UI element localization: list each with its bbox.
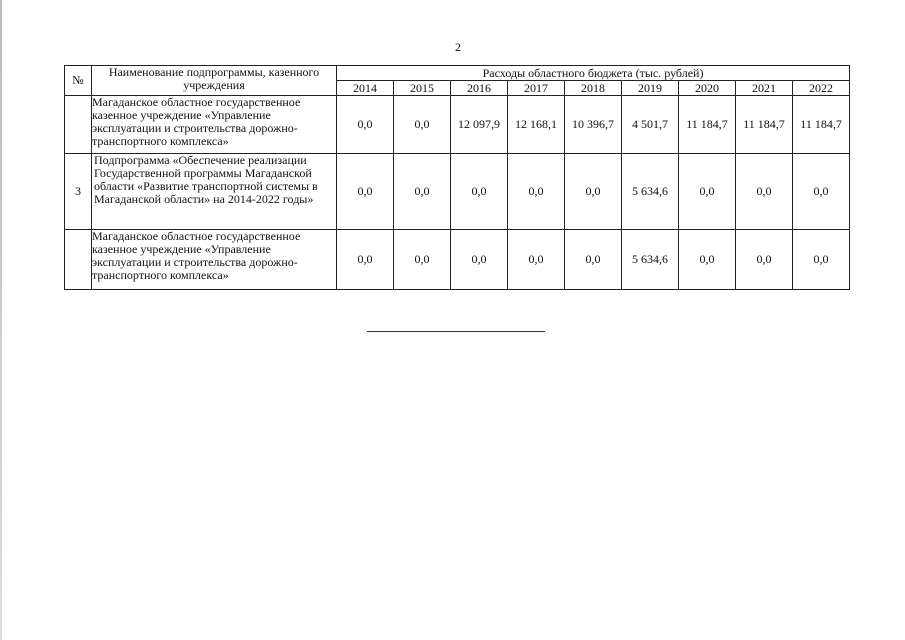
- row-value: 0,0: [394, 230, 451, 290]
- header-year: 2019: [622, 81, 679, 96]
- table-row: [65, 154, 850, 230]
- table-row: [65, 96, 850, 154]
- row-value: 11 184,7: [679, 96, 736, 154]
- row-value: 0,0: [337, 154, 394, 230]
- budget-table: [64, 65, 850, 290]
- row-value: 0,0: [451, 230, 508, 290]
- row-number: 3: [65, 154, 92, 230]
- row-value: 12 168,1: [508, 96, 565, 154]
- row-value: 0,0: [337, 96, 394, 154]
- row-value: 10 396,7: [565, 96, 622, 154]
- row-value: 11 184,7: [736, 96, 793, 154]
- header-year: 2016: [451, 81, 508, 96]
- row-number: [65, 96, 92, 154]
- row-name: Магаданское областное государственное казенное учреждение «Управление эксплуатации и строительства дорожно-транспортного комплекса»: [92, 230, 337, 290]
- footer-rule: [367, 331, 545, 332]
- row-value: 5 634,6: [622, 230, 679, 290]
- row-value: 0,0: [679, 230, 736, 290]
- row-value: 0,0: [736, 154, 793, 230]
- row-value: 12 097,9: [451, 96, 508, 154]
- header-year: 2020: [679, 81, 736, 96]
- header-year: 2021: [736, 81, 793, 96]
- header-no: №: [65, 66, 92, 96]
- row-value: 0,0: [451, 154, 508, 230]
- header-year: 2022: [793, 81, 850, 96]
- header-year: 2018: [565, 81, 622, 96]
- row-value: 0,0: [793, 230, 850, 290]
- row-value: 5 634,6: [622, 154, 679, 230]
- row-value: 0,0: [394, 154, 451, 230]
- row-value: 0,0: [565, 230, 622, 290]
- row-value: 0,0: [508, 230, 565, 290]
- header-name: Наименование подпрограммы, казенного учреждения: [92, 66, 337, 96]
- header-year: 2017: [508, 81, 565, 96]
- header-year: 2015: [394, 81, 451, 96]
- row-name: Подпрограмма «Обеспечение реализации Государственной программы Магаданской области «Развитие транспортной системы в Магаданской области» на 2014-2022 годы»: [92, 154, 337, 230]
- row-value: 0,0: [736, 230, 793, 290]
- row-value: 0,0: [508, 154, 565, 230]
- scan-edge: [0, 0, 2, 640]
- row-value: 4 501,7: [622, 96, 679, 154]
- row-value: 0,0: [565, 154, 622, 230]
- row-value: 0,0: [337, 230, 394, 290]
- row-value: 11 184,7: [793, 96, 850, 154]
- table-row: [65, 230, 850, 290]
- row-value: 0,0: [793, 154, 850, 230]
- header-year: 2014: [337, 81, 394, 96]
- row-name: Магаданское областное государственное казенное учреждение «Управление эксплуатации и строительства дорожно-транспортного комплекса»: [92, 96, 337, 154]
- row-number: [65, 230, 92, 290]
- row-value: 0,0: [394, 96, 451, 154]
- row-value: 0,0: [679, 154, 736, 230]
- page-number: 2: [455, 40, 461, 54]
- header-expenses: Расходы областного бюджета (тыс. рублей): [337, 66, 850, 81]
